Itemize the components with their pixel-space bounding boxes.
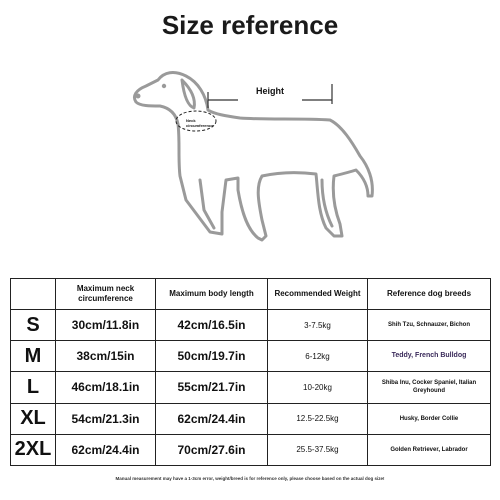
- size-cell: L: [11, 372, 56, 403]
- weight-cell: 10-20kg: [268, 372, 368, 403]
- size-table: [10, 278, 491, 466]
- body-cell: 42cm/16.5in: [156, 310, 268, 341]
- header-body: Maximum body length: [156, 279, 268, 310]
- header-weight: Recommended Weight: [268, 279, 368, 310]
- neck-label: [186, 118, 236, 128]
- header-neck: Maximum neck circumference: [56, 279, 156, 310]
- body-cell: 55cm/21.7in: [156, 372, 268, 403]
- body-cell: 70cm/27.6in: [156, 434, 268, 465]
- dog-ear: [182, 80, 194, 108]
- weight-cell: 12.5-22.5kg: [268, 403, 368, 434]
- body-cell: 62cm/24.4in: [156, 403, 268, 434]
- weight-cell: 6-12kg: [268, 341, 368, 372]
- size-cell: S: [11, 310, 56, 341]
- table-row: [11, 310, 491, 341]
- weight-cell: 25.5-37.5kg: [268, 434, 368, 465]
- breeds-cell: Golden Retriever, Labrador: [368, 434, 491, 465]
- breeds-cell: Teddy, French Bulldog: [368, 341, 491, 372]
- table-row: [11, 372, 491, 403]
- dog-nose: [136, 94, 141, 99]
- neck-label-line2: circumference: [186, 123, 214, 128]
- neck-cell: 30cm/11.8in: [56, 310, 156, 341]
- breeds-cell: Shiba Inu, Cocker Spaniel, Italian Greyhound: [368, 372, 491, 403]
- header-size: [11, 279, 56, 310]
- table-row: [11, 434, 491, 465]
- footnote: Manual measurement may have a 1-3cm error, weight/breed is for reference only, please choose based on the actual dog size!: [115, 476, 385, 481]
- neck-cell: 62cm/24.4in: [56, 434, 156, 465]
- size-cell: XL: [11, 403, 56, 434]
- page-title: Size reference: [161, 10, 339, 40]
- breeds-cell: Shih Tzu, Schnauzer, Bichon: [368, 310, 491, 341]
- size-cell: M: [11, 341, 56, 372]
- weight-cell: 3-7.5kg: [268, 310, 368, 341]
- neck-cell: 54cm/21.3in: [56, 403, 156, 434]
- table-row: [11, 403, 491, 434]
- size-cell: 2XL: [11, 434, 56, 465]
- breeds-cell: Husky, Border Collie: [368, 403, 491, 434]
- body-cell: 50cm/19.7in: [156, 341, 268, 372]
- table-row: [11, 341, 491, 372]
- table-header-row: [11, 279, 491, 310]
- height-label: Height: [256, 86, 284, 96]
- neck-cell: 46cm/18.1in: [56, 372, 156, 403]
- neck-cell: 38cm/15in: [56, 341, 156, 372]
- dog-eye: [162, 84, 166, 88]
- neck-label-line1: Neck: [186, 118, 196, 123]
- header-breeds: Reference dog breeds: [368, 279, 491, 310]
- dog-outline: [134, 73, 372, 240]
